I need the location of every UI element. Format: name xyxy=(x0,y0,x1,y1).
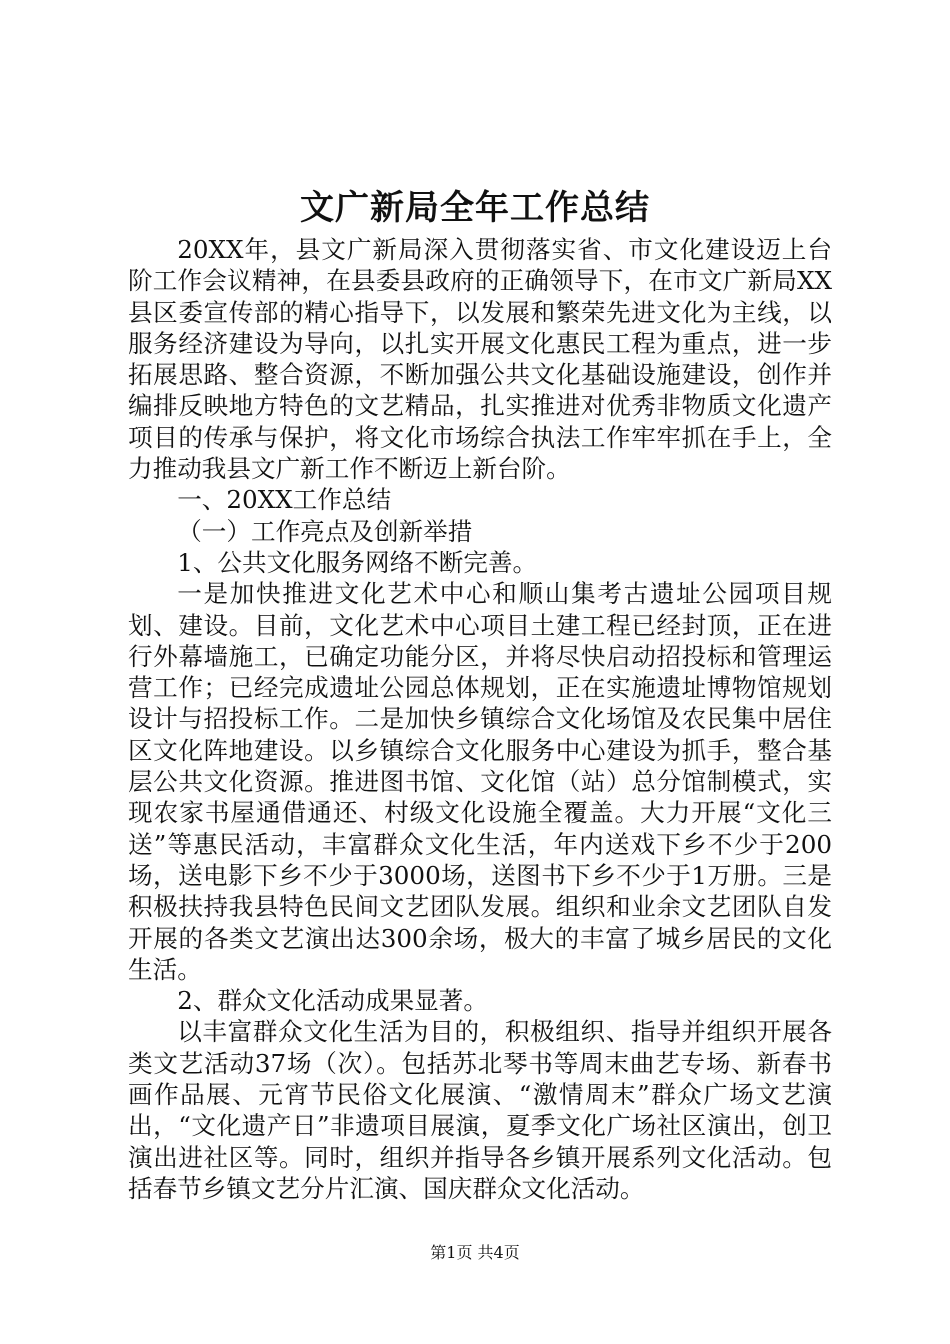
item-heading-public-culture: 1、公共文化服务网络不断完善。 xyxy=(177,547,538,577)
subsection-heading-highlights: （一）工作亮点及创新举措 xyxy=(177,516,473,546)
document-title: 文广新局全年工作总结 xyxy=(300,188,650,228)
section-heading-summary: 一、20XX工作总结 xyxy=(177,485,392,515)
paragraph-mass-activities: 以丰富群众文化生活为目的，积极组织、指导并组织开展各类文艺活动37场（次）。包括苏北琴书等周末曲艺专场、新春书画作品展、元宵节民俗文化展演、“激情周末”群众广场文艺演出，“文化遗产日”非遗项目展演，夏季文化广场社区演出，创卫演出进社区等。同时，组织并指导各乡镇开展系列文化活动。包括春节乡镇文艺分片汇演、国庆群众文化活动。 xyxy=(128,1017,832,1203)
document-body xyxy=(128,234,832,1204)
paragraph-public-culture: 一是加快推进文化艺术中心和顺山集考古遗址公园项目规划、建设。目前，文化艺术中心项目土建工程已经封顶，正在进行外幕墙施工，已确定功能分区，并将尽快启动招投标和管理运营工作；已经完成遗址公园总体规划，正在实施遗址博物馆规划设计与招投标工作。二是加快乡镇综合文化场馆及农民集中居住区文化阵地建设。以乡镇综合文化服务中心建设为抓手，整合基层公共文化资源。推进图书馆、文化馆（站）总分馆制模式，实现农家书屋通借通还、村级文化设施全覆盖。大力开展“文化三送”等惠民活动，丰富群众文化生活，年内送戏下乡不少于200场，送电影下乡不少于3000场，送图书下乡不少于1万册。三是积极扶持我县特色民间文艺团队发展。组织和业余文艺团队自发开展的各类文艺演出达300余场，极大的丰富了城乡居民的文化生活。 xyxy=(128,579,832,984)
page-footer: 第1页 共4页 xyxy=(430,1243,520,1262)
item-heading-mass-activities: 2、群众文化活动成果显著。 xyxy=(177,986,488,1016)
paragraph-intro: 20XX年，县文广新局深入贯彻落实省、市文化建设迈上台阶工作会议精神，在县委县政府的正确领导下，在市文广新局XX县区委宣传部的精心指导下，以发展和繁荣先进文化为主线，以服务经济建设为导向，以扎实开展文化惠民工程为重点，进一步拓展思路、整合资源，不断加强公共文化基础设施建设，创作并编排反映地方特色的文艺精品，扎实推进对优秀非物质文化遗产项目的传承与保护，将文化市场综合执法工作牢牢抓在手上，全力推动我县文广新工作不断迈上新台阶。 xyxy=(128,235,832,484)
